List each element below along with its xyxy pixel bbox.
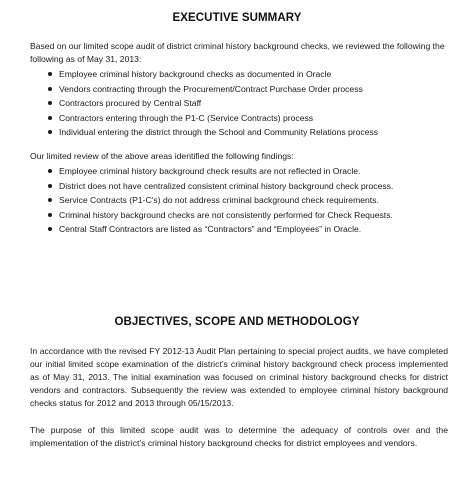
- list-item: [48, 111, 448, 126]
- bullet-icon: [48, 87, 52, 91]
- bullet-icon: [48, 169, 52, 173]
- list-item: [48, 164, 448, 179]
- list-item: [48, 179, 448, 194]
- objectives-heading: OBJECTIVES, SCOPE AND METHODOLOGY: [114, 316, 360, 328]
- objectives-paragraph-1: In accordance with the revised FY 2012-13 Audit Plan pertaining to special project audits, we have completed our initial limited scope examination of the district’s criminal history background check process implemented as of May 31, 2013. The initial examination was focused on criminal history background checks for district vendors and contractors. Subsequently the review was extended to employee criminal history background checks status for 2012 and 2013 through 05/15/2013.: [30, 346, 448, 408]
- bullet-icon: [48, 227, 52, 231]
- list-item-text: Individual entering the district through the School and Community Relations process: [59, 127, 379, 137]
- bullet-icon: [48, 213, 52, 217]
- list-item-text: Employee criminal history background checks as documented in Oracle: [59, 69, 332, 79]
- list-item-text: Employee criminal history background check results are not reflected in Oracle.: [59, 166, 361, 176]
- list-item-text: Criminal history background checks are not consistently performed for Check Requests.: [59, 209, 393, 220]
- bullet-icon: [48, 116, 52, 120]
- findings-list: [48, 164, 448, 237]
- list-item-text: Vendors contracting through the Procurement/Contract Purchase Order process: [59, 83, 363, 94]
- list-item: [48, 125, 448, 140]
- bullet-icon: [48, 72, 52, 76]
- list-item-text: Contractors procured by Central Staff: [59, 98, 202, 108]
- findings-intro: Our limited review of the above areas identified the following findings:: [30, 151, 294, 161]
- list-item: [48, 208, 448, 223]
- list-item: [48, 193, 448, 208]
- executive-summary-heading: EXECUTIVE SUMMARY: [172, 12, 302, 24]
- list-item-text: Contractors entering through the P1-C (Service Contracts) process: [59, 112, 314, 123]
- bullet-icon: [48, 101, 52, 105]
- executive-summary-intro: Based on our limited scope audit of district criminal history background checks, we reviewed the following the following as of May 31, 2013:: [30, 41, 445, 64]
- list-item-text: District does not have centralized consistent criminal history background check process.: [59, 180, 394, 191]
- reviewed-items-list: [48, 67, 448, 140]
- list-item-text: Central Staff Contractors are listed as “Contractors” and “Employees” in Oracle.: [59, 224, 362, 234]
- bullet-icon: [48, 184, 52, 188]
- list-item: [48, 222, 448, 237]
- objectives-paragraph-2: The purpose of this limited scope audit was to determine the adequacy of controls over and the implementation of the district’s criminal history background checks for district employees and vendors.: [30, 425, 448, 448]
- list-item: [48, 82, 448, 97]
- list-item-text: Service Contracts (P1-C’s) do not address criminal background check requirements.: [59, 195, 379, 205]
- bullet-icon: [48, 130, 52, 134]
- list-item: [48, 96, 448, 111]
- list-item: [48, 67, 448, 82]
- bullet-icon: [48, 198, 52, 202]
